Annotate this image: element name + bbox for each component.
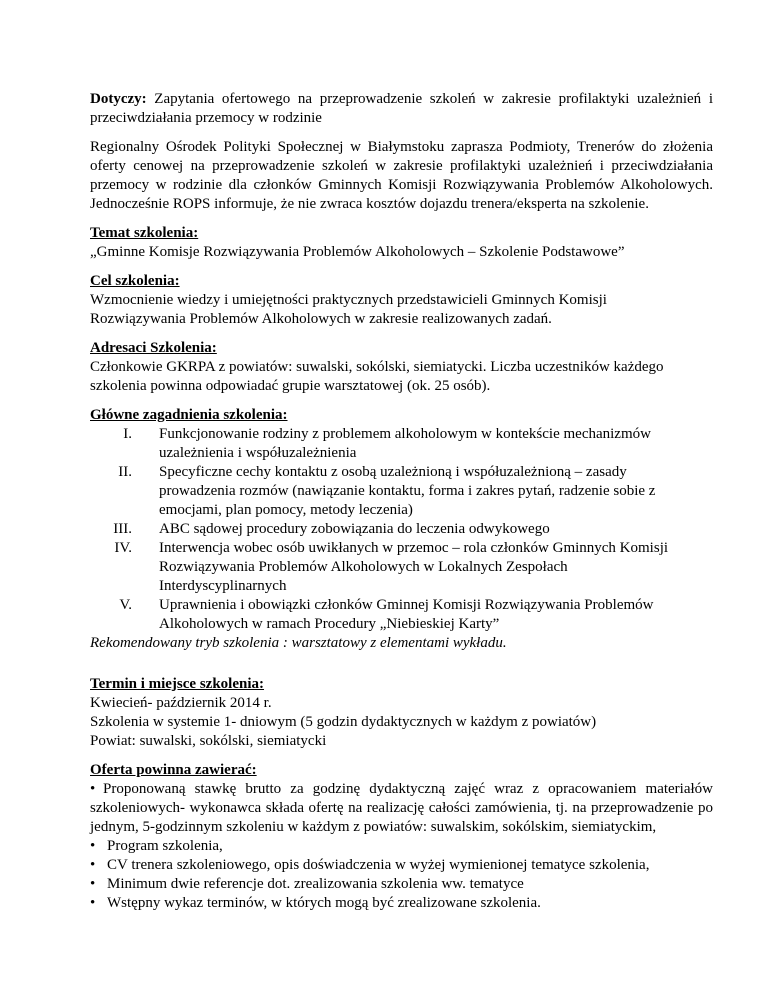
offer-heading: Oferta powinna zawierać: <box>90 762 257 778</box>
list-item-number: IV. <box>114 540 132 556</box>
list-item-text: Wstępny wykaz terminów, w których mogą być zrealizowane szkolenia. <box>107 895 541 911</box>
schedule-line: Kwiecień- październik 2014 r. <box>90 695 272 711</box>
goal-section <box>90 272 713 329</box>
offer-list <box>90 780 713 913</box>
schedule-heading: Termin i miejsce szkolenia: <box>90 676 265 692</box>
schedule-line: Szkolenia w systemie 1- dniowym (5 godzin dydaktycznych w każdym z powiatów) <box>90 714 597 730</box>
list-item <box>90 875 713 894</box>
list-item <box>90 856 713 875</box>
audience-text: Członkowie GKRPA z powiatów: suwalski, sokólski, siemiatycki. Liczba uczestników każdego szkolenia powinna odpowiadać grupie warsztatowej (ok. 25 osób). <box>90 359 664 394</box>
list-item-text: ABC sądowej procedury zobowiązania do leczenia odwykowego <box>159 521 550 537</box>
issues-list <box>90 425 713 634</box>
list-item <box>90 780 713 837</box>
topic-heading: Temat szkolenia: <box>90 225 199 241</box>
list-item <box>90 894 713 913</box>
audience-heading: Adresaci Szkolenia: <box>90 340 217 356</box>
list-item <box>90 463 713 520</box>
offer-section <box>90 761 713 913</box>
schedule-line: Powiat: suwalski, sokólski, siemiatycki <box>90 733 327 749</box>
list-item-text: Funkcjonowanie rodziny z problemem alkoholowym w kontekście mechanizmów uzależnienia i współuzależnienia <box>159 426 651 461</box>
list-item <box>90 520 713 539</box>
list-item-number: V. <box>119 597 132 613</box>
intro-text: Zapytania ofertowego na przeprowadzenie szkoleń w zakresie profilaktyki uzależnień i przeciwdziałania przemocy w rodzinie <box>90 91 713 126</box>
bullet-icon: • <box>90 781 96 797</box>
list-item-number: I. <box>123 426 132 442</box>
bullet-icon: • <box>90 876 96 892</box>
recommendation-text: Rekomendowany tryb szkolenia : warsztatowy z elementami wykładu. <box>90 635 507 651</box>
goal-text: Wzmocnienie wiedzy i umiejętności praktycznych przedstawicieli Gminnych Komisji Rozwiązywania Problemów Alkoholowych w zakresie realizowanych zadań. <box>90 292 607 327</box>
list-item <box>90 837 713 856</box>
issues-heading: Główne zagadnienia szkolenia: <box>90 407 288 423</box>
bullet-icon: • <box>90 895 96 911</box>
intro-paragraph <box>90 90 713 128</box>
list-item-text: Uprawnienia i obowiązki członków Gminnej Komisji Rozwiązywania Problemów Alkoholowych w ramach Procedury „Niebieskiej Karty” <box>159 597 654 632</box>
list-item-text: Proponowaną stawkę brutto za godzinę dydaktyczną zajęć wraz z opracowaniem materiałów szkoleniowych- wykonawca składa ofertę na realizację całości zamówienia, tj. na przeprowadzenie po jednym, 5-godzinnym szkoleniu w każdym z powiatów: suwalskim, sokólskim, siemiatyckim, <box>90 781 713 835</box>
topic-section <box>90 224 713 262</box>
audience-section <box>90 339 713 396</box>
intro-label: Dotyczy: <box>90 91 147 107</box>
list-item-number: II. <box>118 464 132 480</box>
bullet-icon: • <box>90 857 96 873</box>
topic-text: „Gminne Komisje Rozwiązywania Problemów Alkoholowych – Szkolenie Podstawowe” <box>90 244 625 260</box>
list-item <box>90 425 713 463</box>
issues-section <box>90 406 713 653</box>
invite-paragraph: Regionalny Ośrodek Polityki Społecznej w Białymstoku zaprasza Podmioty, Trenerów do złożenia oferty cenowej na przeprowadzenie szkoleń w zakresie profilaktyki uzależnień i przeciwdziałania przemocy w rodzinie dla członków Gminnych Komisji Rozwiązywania Problemów Alkoholowych. Jednocześnie ROPS informuje, że nie zwraca kosztów dojazdu trenera/eksperta na szkolenie. <box>90 139 713 212</box>
bullet-icon: • <box>90 838 96 854</box>
list-item-text: CV trenera szkoleniowego, opis doświadczenia w wyżej wymienionej tematyce szkolenia, <box>107 857 650 873</box>
list-item-number: III. <box>113 521 132 537</box>
schedule-section <box>90 675 713 751</box>
list-item-text: Interwencja wobec osób uwikłanych w przemoc – rola członków Gminnych Komisji Rozwiązywania Problemów Alkoholowych w Lokalnych Zespołach Interdyscyplinarnych <box>159 540 669 594</box>
spacer <box>90 663 713 675</box>
list-item <box>90 596 713 634</box>
list-item-text: Program szkolenia, <box>107 838 223 854</box>
list-item-text: Specyficzne cechy kontaktu z osobą uzależnioną i współuzależnioną – zasady prowadzenia rozmów (nawiązanie kontaktu, forma i zakres pytań, radzenie sobie z emocjami, plan pomocy, metody leczenia) <box>159 464 656 518</box>
list-item-text: Minimum dwie referencje dot. zrealizowania szkolenia ww. tematyce <box>107 876 524 892</box>
list-item <box>90 539 713 596</box>
goal-heading: Cel szkolenia: <box>90 273 180 289</box>
